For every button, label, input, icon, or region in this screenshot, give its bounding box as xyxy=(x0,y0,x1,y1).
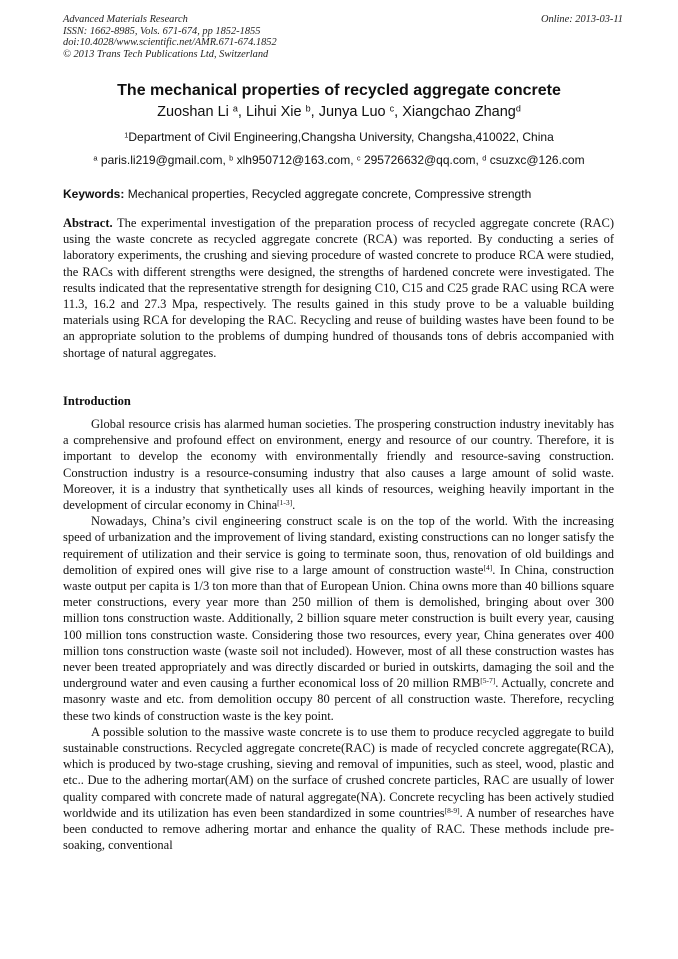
affiliation xyxy=(0,130,678,144)
abstract-label: Abstract. xyxy=(63,216,113,230)
email: $^a$ paris.li219@gmail.com, xyxy=(93,153,230,167)
affiliation-text: Department of Civil Engineering,Changsha University, Changsha,410022, China xyxy=(128,130,554,144)
paragraph: Nowadays, China’s civil engineering construct scale is on the top of the world. With the increasing speed of urbanization and the improvement of living standard, existing constructions can no longer satisfy the requirement of utilization and their service is going to terminate soon, thus, renovation of old buildings and demolition of expired ones will give rise to a large amount of construction waste[4]. In China, construction waste output per capita is 1/3 ton more than that of European Union. China owns more than 40 billions square meter constructions, every year more than 250 million of them is demolished, bringing about over 300 million tons construction waste. Additionally, 2 billion square meter construction is built every year, causing 100 million tons construction waste. Considering those two resources, every year, China generates over 400 million tons construction waste (waste soil not included). However, most of all these construction wastes has never been treated appropriately and was directly discarded or buried in outskirts, damaging the soil and the underground water and even causing a further economical loss of 20 million RMB[5-7]. Actually, concrete and masonry waste and etc. from demolition occupy 80 percent of all construction waste. Therefore, recycling these two kinds of construction waste is the key point. xyxy=(63,514,615,723)
paper-title: The mechanical properties of recycled aggregate concrete xyxy=(117,82,561,99)
citation: [1-3] xyxy=(277,497,293,507)
email: $^c$ 295726632@qq.com, xyxy=(356,153,483,167)
affiliation-mark: 1 xyxy=(124,130,129,140)
citation: [8-9] xyxy=(444,805,460,815)
email: $^b$ xlh950712@163.com, xyxy=(229,153,357,167)
abstract-text: The experimental investigation of the preparation process of recycled aggregate concrete (RAC) using the waste concrete as recycled aggregate concrete (RCA) was reported. By conducting a series of laboratory experiments, the crushing and sieving procedure of wasted concrete to produce RCA were studied, the RACs with different strengths were designed, the strengths of hardened concrete were investigated. The results indicated that the representative strength for designing C10, C15 and C25 grade RAC using RCA were 11.3, 16.2 and 27.3 Mpa, respectively. The results gained in this study prove to be a valuable building materials using RCA for developing the RAC. Recycling and reuse of building wastes have been found to be an appropriate solution to the problems of dumping hundred of thousands tons of debris accompanied with shortage of natural aggregates. xyxy=(63,216,614,360)
keywords xyxy=(63,187,615,201)
issn-line: ISSN: 1662-8985, Vols. 671-674, pp 1852-1855 xyxy=(63,25,261,37)
citation: [4] xyxy=(483,562,493,572)
journal-name: Advanced Materials Research xyxy=(63,14,188,25)
keywords-label: Keywords: xyxy=(63,187,125,201)
section-heading-introduction: Introduction xyxy=(63,394,131,408)
paragraph: Global resource crisis has alarmed human societies. The prospering construction industry inevitably has a comprehensive and profound effect on environment, energy and resource of our country. Therefore, it is important to develop the economy with environmentally friendly and resource-saving construction. Construction industry is a resource-consuming industry that also causes a large amount of solid waste. Moreover, it is a industry that synthetically uses all kinds of resources, weighing heavily important in the development of circular economy in China[1-3]. xyxy=(63,417,614,513)
doi-line: doi:10.4028/www.scientific.net/AMR.671-674.1852 xyxy=(63,37,277,48)
introduction-body xyxy=(63,416,614,853)
keywords-text: Mechanical properties, Recycled aggregate concrete, Compressive strength xyxy=(127,187,532,201)
author: Lihui Xie $^b$, xyxy=(245,103,319,120)
author: Xiangchao Zhang$^d$ xyxy=(402,103,521,120)
author-list xyxy=(0,104,678,120)
journal-header xyxy=(63,14,623,60)
author: Zuoshan Li $^a$, xyxy=(157,103,246,120)
paragraph: A possible solution to the massive waste concrete is to use them to produce recycled aggregate to build sustainable constructions. Recycled aggregate concrete(RAC) is made of recycled concrete aggregate(RCA), which is produced by two-stage crushing, sieving and removal of impunities, such as steel, wood, plastic and etc.. Due to the adhering mortar(AM) on the surface of crushed concrete particles, RAC are usually of lower quality compared with concrete made of natural aggregate(NA). Concrete recycling has been actively studied worldwide and its utilization has even been standardized in some countries[8-9]. A number of researches have been conducted to remove adhering mortar and enhance the quality of RAC. These methods include pre-soaking, conventional xyxy=(63,724,614,853)
citation: [5-7] xyxy=(480,676,496,686)
online-date: Online: 2013-03-11 xyxy=(540,14,623,25)
email-list xyxy=(0,153,678,167)
email: $^d$ csuzxc@126.com xyxy=(482,153,585,167)
abstract xyxy=(63,215,614,361)
author: Junya Luo $^c$, xyxy=(318,103,403,120)
copyright-line: © 2013 Trans Tech Publications Ltd, Switzerland xyxy=(63,48,269,60)
